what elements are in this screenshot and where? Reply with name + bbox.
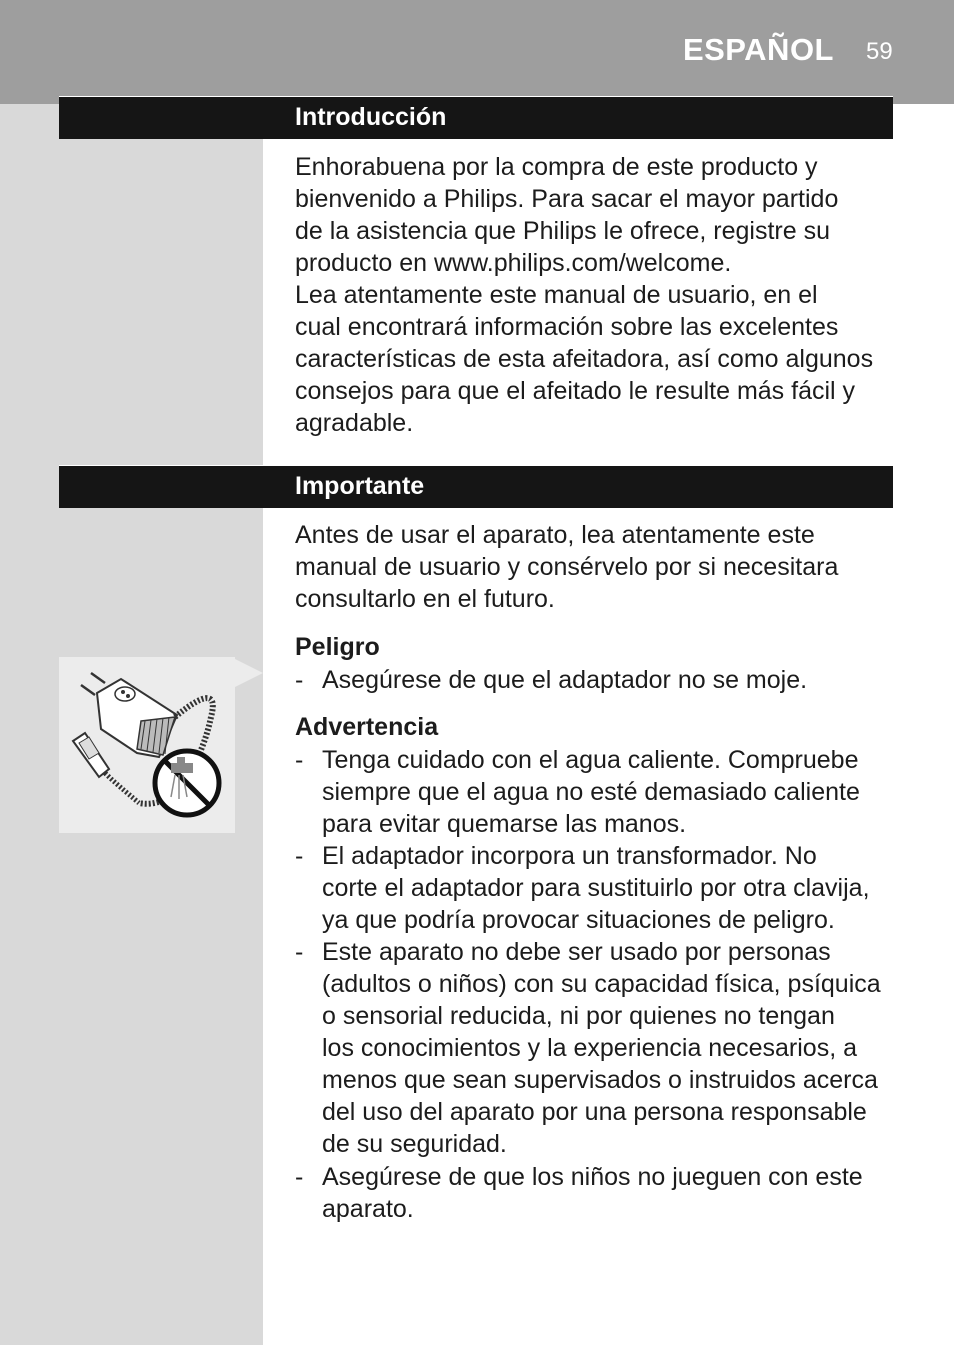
danger-heading: Peligro bbox=[295, 633, 380, 661]
section-bar-introduccion bbox=[59, 96, 893, 139]
bullet-dash: - bbox=[295, 842, 304, 870]
adapter-illustration bbox=[59, 657, 235, 833]
text-line: agradable. bbox=[295, 409, 414, 437]
text-line: aparato. bbox=[322, 1195, 414, 1223]
text-line: del uso del aparato por una persona responsable bbox=[322, 1098, 867, 1126]
text-line: menos que sean supervisados o instruidos acerca bbox=[322, 1066, 878, 1094]
text-line: de la asistencia que Philips le ofrece, registre su bbox=[295, 217, 831, 245]
text-line: ya que podría provocar situaciones de peligro. bbox=[322, 906, 835, 934]
text-line: manual de usuario y consérvelo por si necesitara bbox=[295, 553, 839, 581]
warning-item bbox=[295, 936, 895, 1160]
text-line: Enhorabuena por la compra de este producto y bbox=[295, 153, 818, 181]
page-number: 59 bbox=[866, 38, 893, 65]
bullet-dash: - bbox=[295, 1163, 304, 1191]
text-line: producto en www.philips.com/welcome. bbox=[295, 249, 732, 277]
text-line: bienvenido a Philips. Para sacar el mayor partido bbox=[295, 185, 839, 213]
section-bar-importante bbox=[59, 465, 893, 508]
warning-item bbox=[295, 840, 895, 936]
text-line: consejos para que el afeitado le resulte más fácil y bbox=[295, 377, 856, 405]
text-line: (adultos o niños) con su capacidad física, psíquica bbox=[322, 970, 881, 998]
language-label: ESPAÑOL bbox=[682, 32, 834, 67]
text-line: o sensorial reducida, ni por quienes no tengan bbox=[322, 1002, 835, 1030]
intro-paragraph bbox=[295, 151, 873, 439]
section-title: Introducción bbox=[295, 103, 447, 131]
figure-pointer bbox=[235, 659, 263, 687]
section-title: Importante bbox=[295, 472, 425, 500]
text-line: Antes de usar el aparato, lea atentamente este bbox=[295, 521, 815, 549]
text-line: los conocimientos y la experiencia necesarios, a bbox=[322, 1034, 857, 1062]
text-line: Lea atentamente este manual de usuario, en el bbox=[295, 281, 818, 309]
bullet-dash: - bbox=[295, 746, 304, 774]
text-line: Tenga cuidado con el agua caliente. Compruebe bbox=[322, 746, 859, 774]
warning-heading: Advertencia bbox=[295, 713, 439, 741]
importante-intro bbox=[295, 519, 838, 615]
text-line: Este aparato no debe ser usado por personas bbox=[322, 938, 831, 966]
text-line: características de esta afeitadora, así como algunos bbox=[295, 345, 874, 373]
text-line: Asegúrese de que los niños no jueguen con este bbox=[322, 1163, 863, 1191]
bullet-dash: - bbox=[295, 666, 304, 694]
warning-item bbox=[295, 1161, 895, 1225]
text-line: consultarlo en el futuro. bbox=[295, 585, 555, 613]
text-line: siempre que el agua no esté demasiado caliente bbox=[322, 778, 860, 806]
text-line: El adaptador incorpora un transformador. No bbox=[322, 842, 817, 870]
text-line: de su seguridad. bbox=[322, 1130, 507, 1158]
danger-item bbox=[295, 664, 895, 696]
header-bar bbox=[0, 0, 954, 104]
text-line: corte el adaptador para sustituirlo por otra clavija, bbox=[322, 874, 870, 902]
bullet-dash: - bbox=[295, 938, 304, 966]
text-line: cual encontrará información sobre las excelentes bbox=[295, 313, 839, 341]
bullet-text: Asegúrese de que el adaptador no se moje. bbox=[322, 666, 808, 694]
adapter-no-water-icon bbox=[59, 657, 235, 833]
warning-item bbox=[295, 744, 895, 840]
text-line: para evitar quemarse las manos. bbox=[322, 810, 687, 838]
